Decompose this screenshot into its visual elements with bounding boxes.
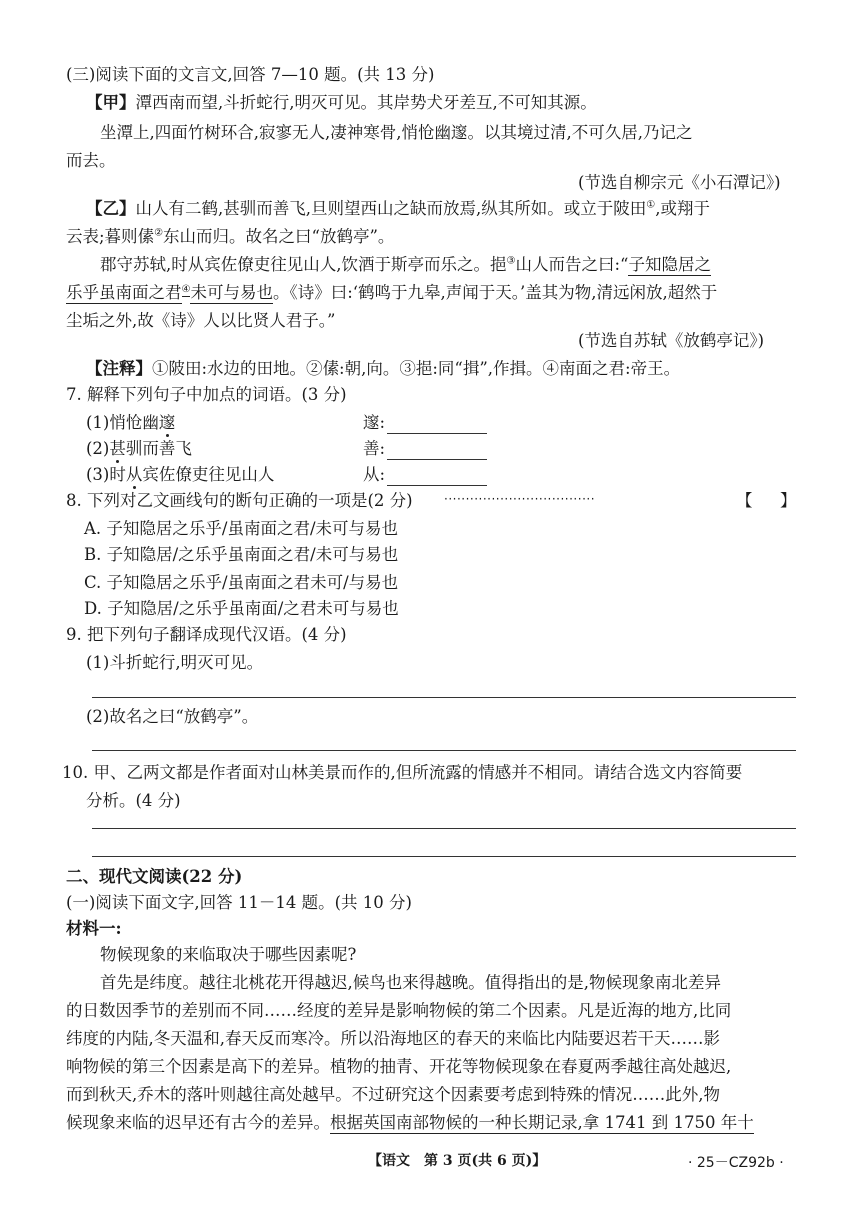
- q9-sentence-2: (2)故名之曰“放鹤亭”。: [86, 707, 259, 726]
- underlined-sentence-part-3: 未可与易也: [190, 283, 273, 302]
- q7-stem: 7. 解释下列句子中加点的词语。(3 分): [66, 385, 347, 404]
- underlined-sentence: 根据英国南部物候的一种长期记录,拿 1741 到 1750 年十: [330, 1113, 754, 1132]
- answer-blank[interactable]: [387, 443, 487, 460]
- underlined-sentence-part-2: 乐乎虽南面之君: [66, 283, 182, 302]
- yi-paragraph-2b: 乐乎虽南面之君④未可与易也。《诗》曰:‘鹤鸣于九皋,声闻于天。’盖其为物,清远闲放,超然于: [66, 283, 718, 302]
- footnote-marker-2: ②: [154, 227, 164, 239]
- q8-bracket-left: 【: [736, 491, 753, 510]
- underlined-sentence-part-1: 子知隐居之: [628, 255, 711, 274]
- q10-stem-line-1: 10. 甲、乙两文都是作者面对山林美景而作的,但所流露的情感并不相同。请结合选文内容简要: [62, 763, 743, 782]
- annotation-tag: 【注释】: [86, 359, 152, 378]
- dotted-word: 甚: [109, 439, 126, 458]
- q9-answer-line-2[interactable]: [92, 750, 796, 751]
- annotation: [86, 358, 680, 380]
- q7-answer-1: 邃:: [363, 412, 487, 434]
- annotation-text: ①陂田:水边的田地。②傃:朝,向。③挹:同“揖”,作揖。④南面之君:帝王。: [152, 359, 681, 378]
- q7-answer-3: 从:: [363, 464, 487, 486]
- q8-leader-dots: ···································: [444, 492, 596, 506]
- material-line-3: 纬度的内陆,冬天温和,春天反而寒冷。所以沿海地区的春天的来临比内陆要迟若干天……影: [66, 1029, 720, 1048]
- material-line-5: 而到秋天,乔木的落叶则越往高处越早。不过研究这个因素要考虑到特殊的情况……此外,物: [66, 1085, 720, 1104]
- q8-bracket-right: 】: [780, 491, 797, 510]
- q7-item-2: (2)甚驯而善飞: [86, 439, 192, 458]
- answer-blank[interactable]: [387, 469, 487, 486]
- material-question: 物候现象的来临取决于哪些因素呢?: [100, 945, 357, 964]
- q10-stem-line-2: 分析。(4 分): [86, 791, 181, 810]
- jia-source: (节选自柳宗元《小石潭记》): [578, 173, 781, 192]
- material-label: 材料一:: [66, 919, 122, 938]
- jia-paragraph-1: [86, 92, 597, 114]
- answer-blank[interactable]: [387, 417, 487, 434]
- jia-text-1: 潭西南而望,斗折蛇行,明灭可见。其岸势犬牙差互,不可知其源。: [135, 93, 597, 112]
- material-line-4: 响物候的第三个因素是高下的差异。植物的抽青、开花等物候现象在春夏两季越往高处越迟,: [66, 1057, 732, 1076]
- yi-paragraph-1a: 【乙】山人有二鹤,甚驯而善飞,旦则望西山之缺而放焉,纵其所如。或立于陂田①,或翔于: [86, 199, 710, 218]
- q9-stem: 9. 把下列句子翻译成现代汉语。(4 分): [66, 625, 347, 644]
- yi-paragraph-1b: 云表;暮则傃②东山而归。故名之曰“放鹤亭”。: [66, 227, 395, 246]
- dotted-word: 从: [125, 465, 143, 484]
- dotted-word: 邃: [158, 413, 176, 432]
- jia-paragraph-2b: 而去。: [66, 151, 116, 170]
- page-footer: 【语文 第 3 页(共 6 页)】: [368, 1153, 547, 1169]
- exam-code: · 25－CZ92b ·: [688, 1155, 784, 1171]
- q8-option-a[interactable]: A. 子知隐居之乐乎/虽南面之君/未可与易也: [84, 519, 399, 538]
- material-line-1: 首先是纬度。越往北桃花开得越迟,候鸟也来得越晚。值得指出的是,物候现象南北差异: [100, 973, 721, 992]
- q7-item-1: (1)悄怆幽邃: [86, 413, 176, 432]
- footnote-marker-1: ①: [646, 199, 656, 211]
- jia-paragraph-2a: 坐潭上,四面竹树环合,寂寥无人,凄神寒骨,悄怆幽邃。以其境过清,不可久居,乃记之: [100, 123, 693, 142]
- part2-header: 二、现代文阅读(22 分): [66, 867, 243, 886]
- q9-answer-line-1[interactable]: [92, 697, 796, 698]
- q7-item-3: (3)时从宾佐僚吏往见山人: [86, 465, 275, 484]
- jia-tag: 【甲】: [86, 93, 136, 112]
- q8-option-d[interactable]: D. 子知隐居/之乐乎虽南面/之君未可与易也: [84, 599, 399, 618]
- yi-paragraph-2a: 郡守苏轼,时从宾佐僚吏往见山人,饮酒于斯亭而乐之。挹③山人而告之曰:“子知隐居之: [100, 255, 711, 274]
- q8-option-c[interactable]: C. 子知隐居之乐乎/虽南面之君未可/与易也: [84, 573, 399, 592]
- yi-tag: 【乙】: [86, 199, 136, 218]
- q10-answer-line-1[interactable]: [92, 828, 796, 829]
- q10-answer-line-2[interactable]: [92, 856, 796, 857]
- q9-sentence-1: (1)斗折蛇行,明灭可见。: [86, 653, 264, 672]
- yi-paragraph-2c: 尘垢之外,故《诗》人以比贤人君子。”: [66, 311, 336, 330]
- footnote-marker-3: ③: [506, 255, 516, 267]
- yi-source: (节选自苏轼《放鹤亭记》): [578, 331, 765, 350]
- q8-option-b[interactable]: B. 子知隐居/之乐乎虽南面之君/未可与易也: [84, 545, 399, 564]
- footnote-marker-4: ④: [181, 283, 191, 295]
- part2-subheader: (一)阅读下面文字,回答 11－14 题。(共 10 分): [66, 893, 412, 912]
- material-line-2: 的日数因季节的差别而不同……经度的差异是影响物候的第二个因素。凡是近海的地方,比同: [66, 1001, 732, 1020]
- material-line-6: 候现象来临的迟早还有古今的差异。根据英国南部物候的一种长期记录,拿 1741 到 1750 年十: [66, 1113, 754, 1132]
- section3-header: (三)阅读下面的文言文,回答 7—10 题。(共 13 分): [66, 65, 435, 84]
- q7-answer-2: 善:: [363, 438, 487, 460]
- q8-stem: 8. 下列对乙文画线句的断句正确的一项是(2 分): [66, 491, 413, 510]
